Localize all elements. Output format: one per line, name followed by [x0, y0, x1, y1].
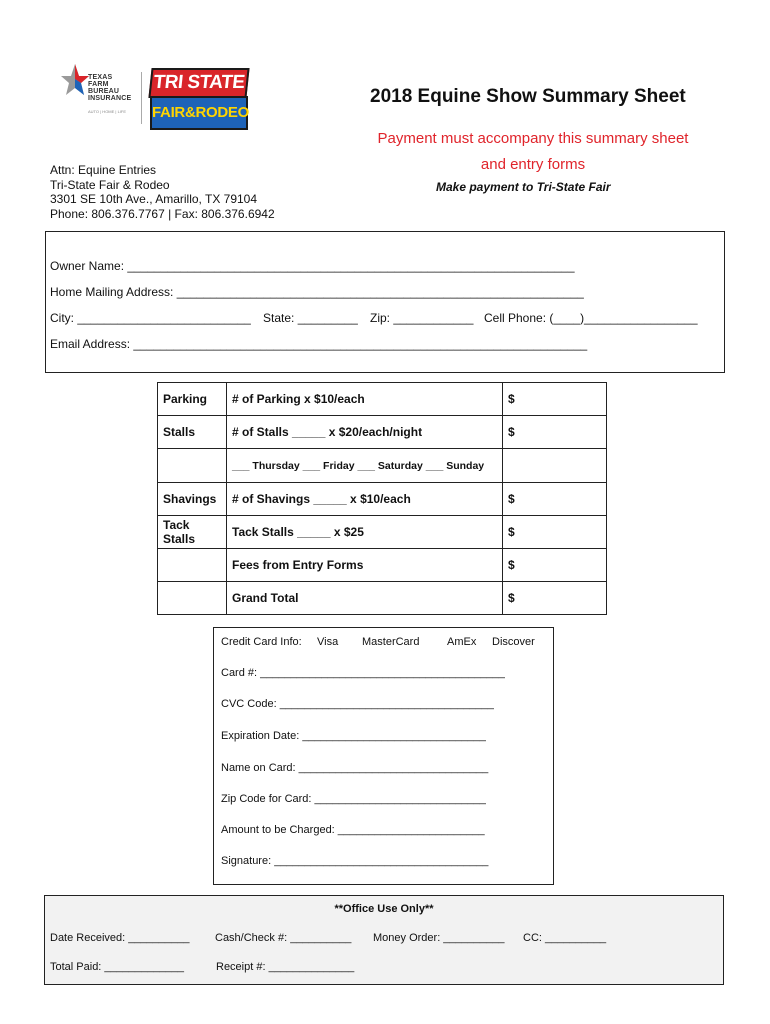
fees-table [157, 382, 607, 615]
row-amount[interactable]: $ [503, 416, 607, 449]
cvc-field[interactable]: CVC Code: ___________________________________ [221, 698, 494, 710]
mastercard-option[interactable]: MasterCard [362, 636, 420, 648]
owner-info-box [45, 231, 725, 373]
cash-check-field[interactable]: Cash/Check #: __________ [215, 932, 352, 944]
date-received-field[interactable]: Date Received: __________ [50, 932, 190, 944]
row-label [158, 582, 227, 615]
row-description: # of Parking x $10/each [227, 383, 503, 416]
row-label: Parking [158, 383, 227, 416]
name-on-card-field[interactable]: Name on Card: _______________________________ [221, 762, 489, 774]
row-description: # of Stalls _____ x $20/each/night [227, 416, 503, 449]
home-address-field[interactable]: Home Mailing Address: _____________________________________________________________ [50, 285, 584, 299]
state-field[interactable]: State: _________ [263, 311, 358, 325]
row-description: # of Shavings _____ x $10/each [227, 483, 503, 516]
table-row [158, 383, 607, 416]
row-amount [503, 449, 607, 483]
owner-name-field[interactable]: Owner Name: ___________________________________________________________________ [50, 259, 575, 273]
row-label [158, 549, 227, 582]
tri-state-wordmark: TRI STATE [148, 68, 249, 98]
row-label: Tack Stalls [158, 516, 227, 549]
amount-charged-field[interactable]: Amount to be Charged: ________________________ [221, 824, 485, 836]
office-use-title: **Office Use Only** [334, 903, 434, 915]
row-label [158, 449, 227, 483]
table-row [158, 483, 607, 516]
table-row [158, 549, 607, 582]
row-amount[interactable]: $ [503, 516, 607, 549]
mailing-address: Attn: Equine Entries Tri-State Fair & Rodeo 3301 SE 10th Ave., Amarillo, TX 79104 Phone: 806.376.7767 | Fax: 806.376.6942 [50, 163, 275, 221]
row-description: Fees from Entry Forms [227, 549, 503, 582]
visa-option[interactable]: Visa [317, 636, 339, 648]
city-field[interactable]: City: __________________________ [50, 311, 251, 325]
receipt-field[interactable]: Receipt #: ______________ [216, 961, 355, 973]
row-amount[interactable]: $ [503, 383, 607, 416]
stall-days-selection[interactable]: ___ Thursday ___ Friday ___ Saturday ___ Sunday [227, 449, 503, 483]
star-icon [60, 62, 90, 102]
zip-field[interactable]: Zip: ____________ [370, 311, 474, 325]
expiration-field[interactable]: Expiration Date: ______________________________ [221, 730, 486, 742]
texas-farm-bureau-logo [60, 62, 142, 124]
total-paid-field[interactable]: Total Paid: _____________ [50, 961, 184, 973]
row-amount[interactable]: $ [503, 483, 607, 516]
signature-field[interactable]: Signature: ___________________________________ [221, 855, 489, 867]
grand-total-amount[interactable]: $ [503, 582, 607, 615]
card-zip-field[interactable]: Zip Code for Card: ____________________________ [221, 793, 486, 805]
cc-field[interactable]: CC: __________ [523, 932, 607, 944]
table-row [158, 582, 607, 615]
logo-divider [141, 72, 142, 124]
farm-bureau-wordmark: TEXAS FARM BUREAU INSURANCE [88, 74, 132, 102]
amex-option[interactable]: AmEx [447, 636, 477, 648]
credit-card-label: Credit Card Info: [221, 636, 302, 648]
table-row [158, 416, 607, 449]
table-row [158, 449, 607, 483]
money-order-field[interactable]: Money Order: __________ [373, 932, 505, 944]
row-description: Tack Stalls _____ x $25 [227, 516, 503, 549]
tri-state-fair-logo [146, 66, 248, 130]
row-label: Stalls [158, 416, 227, 449]
row-description: Grand Total [227, 582, 503, 615]
card-number-field[interactable]: Card #: ________________________________________ [221, 667, 505, 679]
table-row [158, 516, 607, 549]
email-field[interactable]: Email Address: ____________________________________________________________________ [50, 337, 588, 351]
farm-bureau-tagline: AUTO | HOME | LIFE [88, 109, 127, 114]
discover-option[interactable]: Discover [492, 636, 535, 648]
row-label: Shavings [158, 483, 227, 516]
payment-notice: Payment must accompany this summary sheet and entry forms [377, 130, 689, 173]
row-amount[interactable]: $ [503, 549, 607, 582]
page-title: 2018 Equine Show Summary Sheet [370, 86, 686, 107]
fair-rodeo-wordmark: FAIR&RODEO [150, 96, 248, 130]
credit-card-box [213, 627, 554, 885]
cell-phone-field[interactable]: Cell Phone: (____)_________________ [484, 311, 698, 325]
make-payment-note: Make payment to Tri-State Fair [436, 180, 611, 194]
